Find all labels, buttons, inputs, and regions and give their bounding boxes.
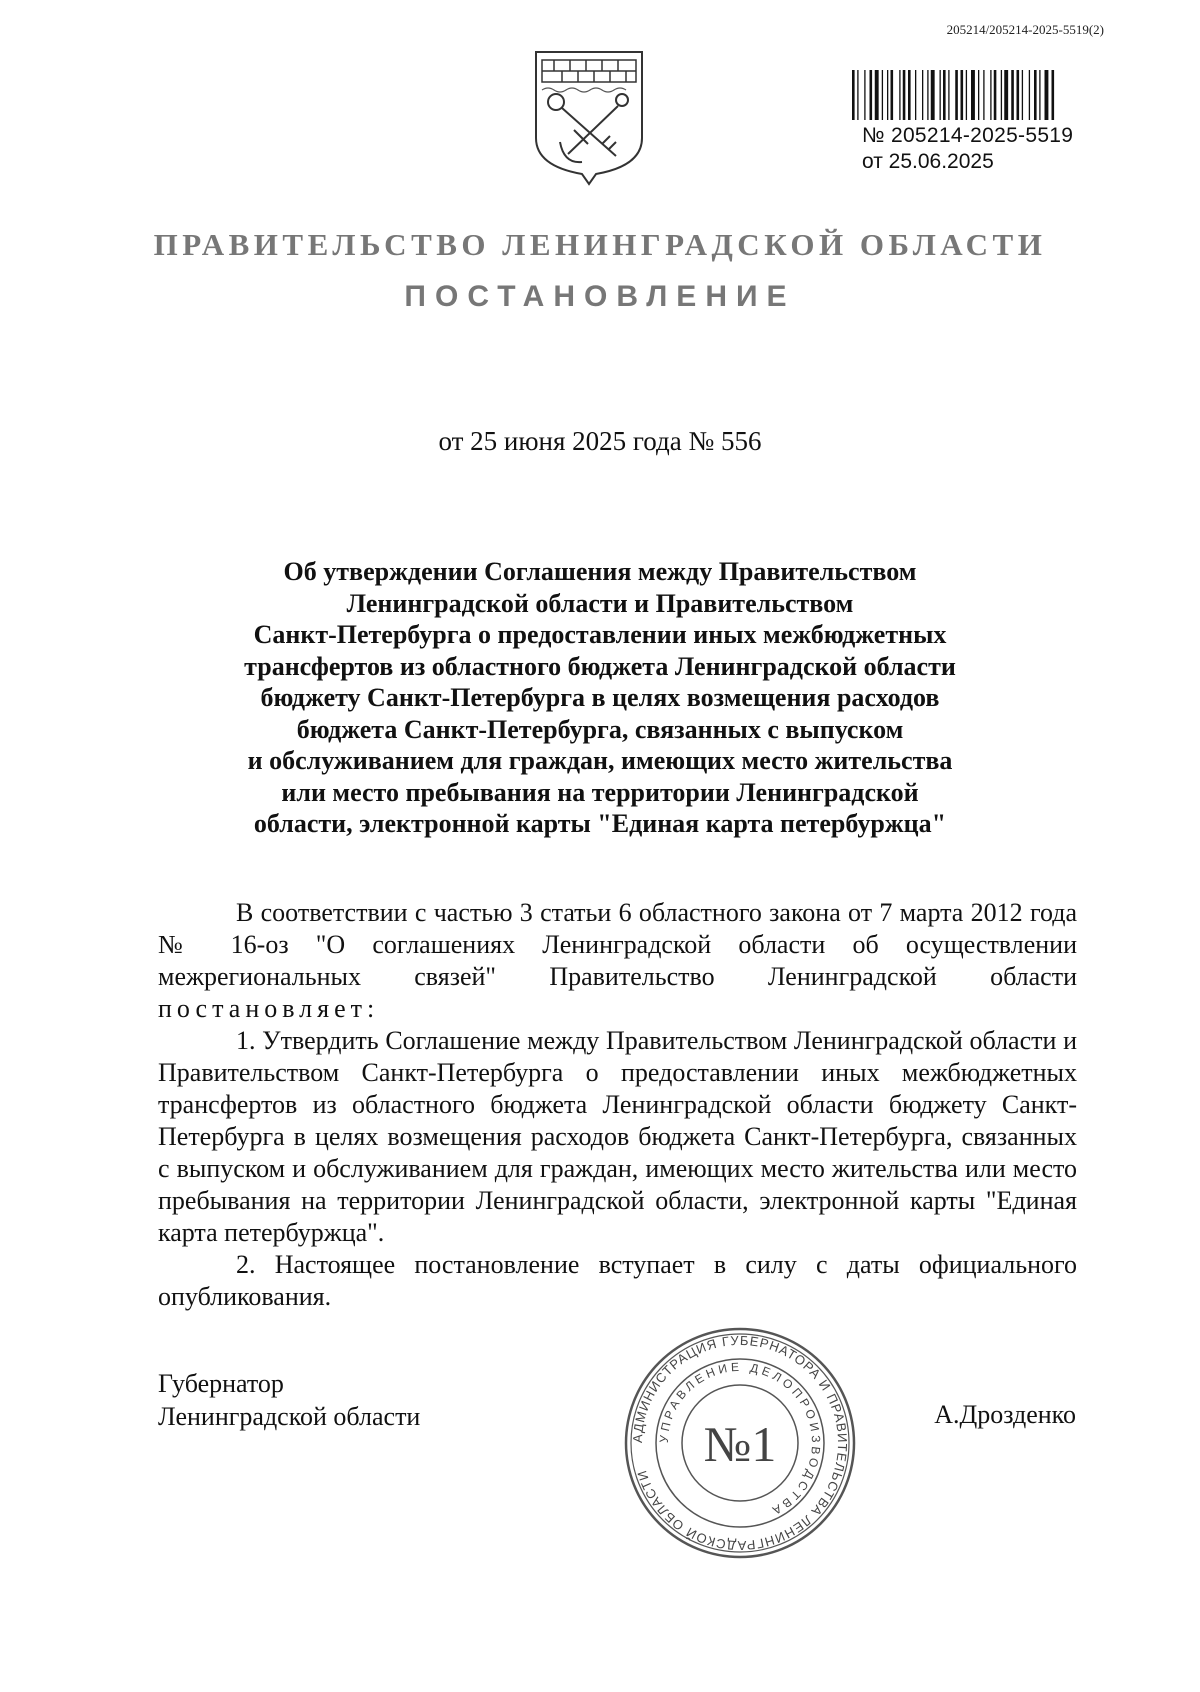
preamble-paragraph	[158, 897, 1077, 1025]
document-body	[158, 897, 1077, 1313]
item-2-paragraph: 2. Настоящее постановление вступает в силу с даты официального опубликования.	[158, 1250, 1077, 1311]
document-date: от 25 июня 2025 года № 556	[438, 426, 762, 456]
barcode-icon	[852, 70, 1104, 120]
government-title: ПРАВИТЕЛЬСТВО ЛЕНИНГРАДСКОЙ ОБЛАСТИ	[153, 227, 1047, 262]
document-type: ПОСТАНОВЛЕНИЕ	[404, 280, 796, 313]
official-stamp	[622, 1325, 858, 1561]
subject-line: трансфертов из областного бюджета Ленинградской области	[244, 651, 956, 681]
signatory-name: А.Дрозденко	[934, 1400, 1076, 1429]
stamp-outer-text: АДМИНИСТРАЦИЯ ГУБЕРНАТОРА И ПРАВИТЕЛЬСТВА ЛЕНИНГРАДСКОЙ ОБЛАСТИ	[629, 1332, 851, 1554]
subject-line: и обслуживанием для граждан, имеющих место жительства	[247, 746, 953, 775]
subject-line: бюджета Санкт-Петербурга, связанных с выпуском	[296, 714, 904, 744]
preamble-text: В соответствии с частью 3 статьи 6 областного закона от 7 марта 2012 года № 16-оз "О соглашениях Ленинградской области об осуществлении межрегиональных связей" Правительство Ленинградской области	[158, 898, 1077, 991]
subject-line: Об утверждении Соглашения между Правительством	[283, 557, 917, 586]
stamp-center-number: №1	[703, 1416, 777, 1472]
document-id: 205214/205214-2025-5519(2)	[946, 22, 1104, 37]
registration-date: от 25.06.2025	[862, 150, 994, 173]
subject-line: или место пребывания на территории Ленинградской	[281, 777, 919, 807]
subject-line: бюджету Санкт-Петербурга в целях возмещения расходов	[260, 683, 940, 712]
signatory-position	[158, 1367, 420, 1433]
position-line: Губернатор	[158, 1369, 284, 1398]
subject-line: Санкт-Петербурга о предоставлении иных межбюджетных	[253, 620, 947, 649]
registration-number: № 205214-2025-5519	[862, 124, 1074, 147]
coat-of-arms-icon	[530, 46, 648, 186]
resolves-word: постановляет:	[158, 994, 380, 1023]
position-line: Ленинградской области	[158, 1402, 421, 1431]
subject-line: Ленинградской области и Правительством	[346, 588, 854, 618]
item-1-paragraph: 1. Утвердить Соглашение между Правительством Ленинградской области и Правительством Санкт-Петербурга о предоставлении иных межбюджетных трансфертов из областного бюджета Ленинградской области бюджету Санкт-Петербурга в целях возмещения расходов бюджета Санкт-Петербурга, связанных с выпуском и обслуживанием для граждан, имеющих место жительства или место пребывания на территории Ленинградской области, электронной карты "Единая карта петербуржца".	[158, 1026, 1077, 1247]
document-subject	[200, 556, 1000, 840]
stamp-inner-text: УПРАВЛЕНИЕ ДЕЛОПРОИЗВОДСТВА	[656, 1359, 824, 1520]
subject-line: области, электронной карты "Единая карта петербуржца"	[253, 809, 947, 838]
